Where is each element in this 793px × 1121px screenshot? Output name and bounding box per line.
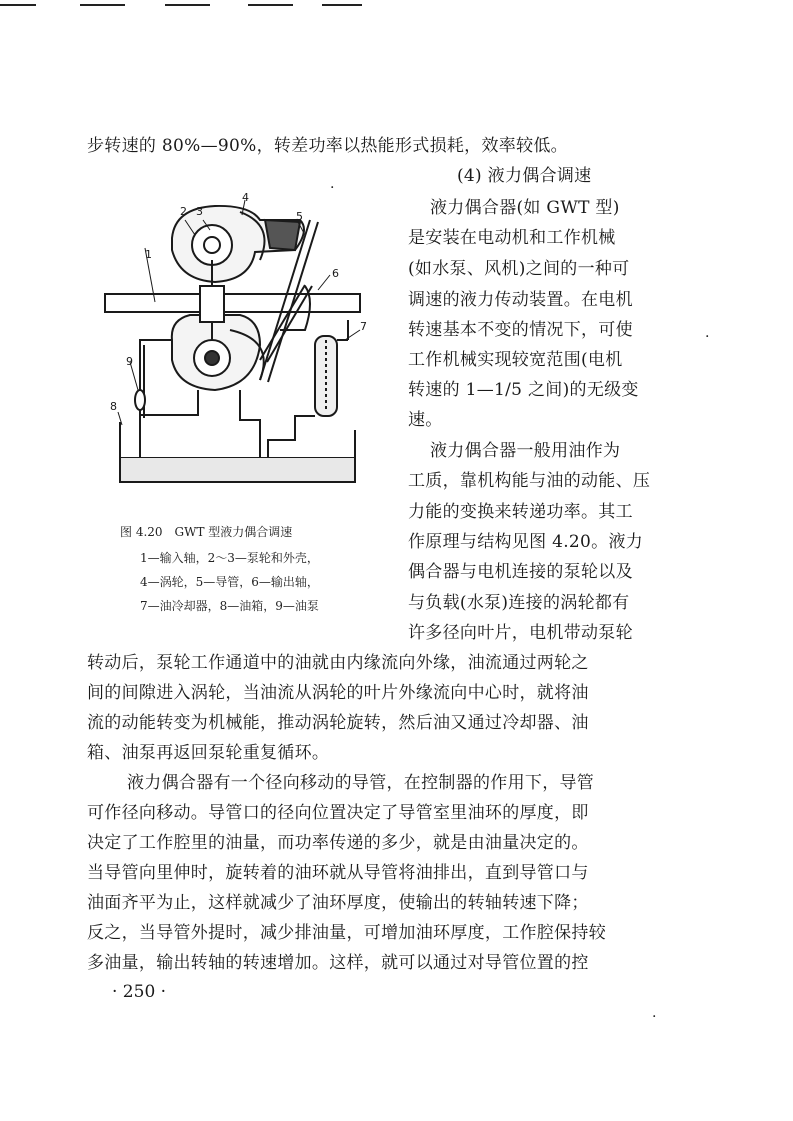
coupler-diagram: [100, 190, 380, 490]
body-text-line: 箱、油泵再返回泵轮重复循环。: [87, 743, 330, 763]
figure-caption-line: 7—油冷却器，8—油箱，9—油泵: [140, 599, 319, 613]
body-text-line: 液力偶合器(如 GWT 型): [430, 198, 620, 218]
scan-speck: .: [652, 1005, 657, 1021]
figure-label: 8: [110, 400, 117, 413]
body-text-line: 偶合器与电机连接的泵轮以及: [408, 562, 633, 582]
body-text-line: 许多径向叶片，电机带动泵轮: [408, 623, 633, 643]
figure-label: 3: [196, 205, 203, 218]
body-text-line: 与负载(水泵)连接的涡轮都有: [408, 593, 630, 613]
top-rule: [0, 4, 36, 6]
figure-label: 2: [180, 205, 187, 218]
figure-caption-line: 1—输入轴，2～3—泵轮和外壳，: [140, 551, 319, 565]
body-text-line: 间的间隙进入涡轮，当油流从涡轮的叶片外缘流向中心时，就将油: [87, 683, 589, 703]
body-text-line: 多油量，输出转轴的转速增加。这样，就可以通过对导管位置的控: [87, 953, 589, 973]
body-text-line: 流的动能转变为机械能，推动涡轮旋转，然后油又通过冷却器、油: [87, 713, 589, 733]
body-text-line: 可作径向移动。导管口的径向位置决定了导管室里油环的厚度，即: [87, 803, 589, 823]
scan-speck: .: [705, 325, 710, 341]
body-text-line: (如水泵、风机)之间的一种可: [408, 259, 630, 279]
body-text-line: 工作机械实现较宽范围(电机: [408, 350, 623, 370]
top-rule: [322, 4, 362, 6]
figure-label: 7: [360, 320, 367, 333]
body-text-line: 转速基本不变的情况下，可使: [408, 320, 633, 340]
section-heading: (4) 液力偶合调速: [457, 166, 592, 186]
body-text-line: 转速的 1—1/5 之间)的无级变: [408, 380, 639, 400]
figure-caption-line: 4—涡轮，5—导管，6—输出轴，: [140, 575, 319, 589]
body-text-line: 步转速的 80%—90%，转差功率以热能形式损耗，效率较低。: [87, 136, 568, 156]
body-text-line: 油面齐平为止，这样就减少了油环厚度，使输出的转轴转速下降；: [87, 893, 589, 913]
body-text-line: 反之，当导管外提时，减少排油量，可增加油环厚度，工作腔保持较: [87, 923, 606, 943]
body-text-line: 决定了工作腔里的油量，而功率传递的多少，就是由油量决定的。: [87, 833, 589, 853]
figure-label: 5: [296, 210, 303, 223]
figure-label: 6: [332, 267, 339, 280]
body-text-line: 当导管向里伸时，旋转着的油环就从导管将油排出，直到导管口与: [87, 863, 589, 883]
figure-caption-title: 图 4.20 GWT 型液力偶合调速: [120, 525, 293, 539]
body-text-line: 作原理与结构见图 4.20。液力: [408, 532, 644, 552]
body-text-line: 调速的液力传动装置。在电机: [408, 290, 633, 310]
page-number: · 250 ·: [112, 982, 167, 1002]
top-rule: [165, 4, 210, 6]
body-text-line: 速。: [408, 410, 443, 430]
body-text-line: 力能的变换来转递功率。其工: [408, 502, 633, 522]
top-rule: [248, 4, 293, 6]
figure-label: 9: [126, 355, 133, 368]
body-text-line: 液力偶合器一般用油作为: [430, 441, 621, 461]
top-rule: [80, 4, 125, 6]
scan-speck: .: [330, 176, 335, 192]
figure-label: 1: [145, 248, 152, 261]
body-text-line: 转动后，泵轮工作通道中的油就由内缘流向外缘，油流通过两轮之: [87, 653, 589, 673]
figure-label: 4: [242, 191, 249, 204]
body-text-line: 工质，靠机构能与油的动能、压: [408, 471, 651, 491]
body-text-line: 液力偶合器有一个径向移动的导管，在控制器的作用下，导管: [127, 773, 595, 793]
body-text-line: 是安装在电动机和工作机械: [408, 228, 616, 248]
